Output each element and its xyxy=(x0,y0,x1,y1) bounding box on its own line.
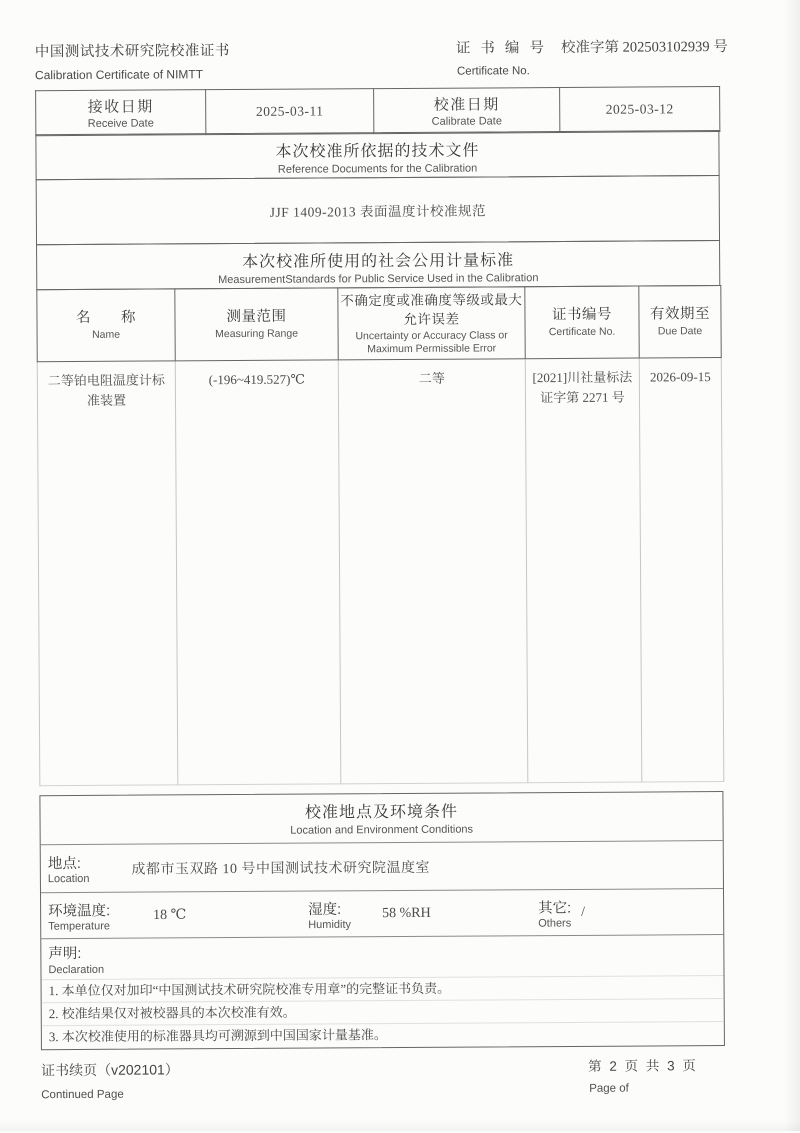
calibrate-date-label-en: Calibrate Date xyxy=(431,115,502,128)
col-duedate-en: Due Date xyxy=(657,325,703,338)
temperature-label-cn: 环境温度: xyxy=(48,902,111,920)
receive-date-label-en: Receive Date xyxy=(87,117,154,130)
certificate-number-label-en: Certificate No. xyxy=(456,65,530,78)
calibrate-date-label-cn: 校准日期 xyxy=(433,96,500,114)
calibrate-date-value: 2025-03-12 xyxy=(560,87,720,133)
environment-heading-en: Location and Environment Conditions xyxy=(290,823,474,837)
receive-date-label-cn: 接收日期 xyxy=(87,98,154,116)
environment-heading-row xyxy=(40,792,722,844)
col-duedate-cn: 有效期至 xyxy=(649,306,711,323)
standards-header-row xyxy=(37,286,721,362)
temperature-label-en: Temperature xyxy=(48,919,111,933)
declaration-item-2: 2. 校准结果仅对被校器具的本次校准有效。 xyxy=(42,998,724,1025)
scan-edge-shadow-bottom xyxy=(0,1121,800,1131)
receive-date-label-cell xyxy=(36,90,206,136)
others-label-cn: 其它: xyxy=(538,899,572,917)
col-name-cn: 名 称 xyxy=(75,309,137,326)
standards-heading-en: MeasurementStandards for Public Service Used in the Calibration xyxy=(218,272,539,287)
location-value: 成都市玉双路 10 号中国测试技术研究院温度室 xyxy=(131,860,430,878)
standard-range-cell: (-196~419.527)℃ xyxy=(175,360,341,785)
location-label-cn: 地点: xyxy=(47,855,81,873)
location-label-en: Location xyxy=(47,872,90,886)
environment-heading-cn: 校准地点及环境条件 xyxy=(304,803,459,822)
scan-edge-shadow-right xyxy=(784,0,800,1131)
reference-heading-box xyxy=(35,130,719,180)
col-uncertainty-header xyxy=(338,287,525,360)
declaration-heading-en: Declaration xyxy=(48,963,105,977)
reference-document-box xyxy=(36,175,720,245)
col-name-en: Name xyxy=(92,328,121,341)
declaration-heading-cn: 声明: xyxy=(48,945,82,963)
receive-date-value: 2025-03-11 xyxy=(206,89,374,135)
conditions-row xyxy=(41,888,723,938)
certificate-number xyxy=(456,35,728,58)
footer-continued-page-en: Continued Page xyxy=(41,1088,124,1102)
footer-page-number-cn: 第 2 页 共 3 页 xyxy=(588,1058,698,1074)
col-certno-en: Certificate No. xyxy=(548,325,616,339)
footer-page-number-en: Page of xyxy=(589,1082,629,1095)
declaration-item-1: 1. 本单位仅对加印“中国测试技术研究院校准专用章”的完整证书负责。 xyxy=(42,975,724,1002)
temperature-label xyxy=(41,899,110,932)
humidity-label xyxy=(301,897,351,930)
col-range-header xyxy=(175,288,338,361)
reference-heading-cn: 本次校准所依据的技术文件 xyxy=(275,142,480,161)
footer-continued-page-cn: 证书续页（v202101） xyxy=(41,1061,179,1079)
others-label-en: Others xyxy=(538,916,572,930)
declaration-section xyxy=(41,934,724,1051)
reference-heading-en: Reference Documents for the Calibration xyxy=(277,162,478,176)
standard-uncertainty-cell: 二等 xyxy=(338,359,528,784)
reference-document-text: JJF 1409-2013 表面温度计校准规范 xyxy=(269,203,487,220)
location-row xyxy=(41,840,723,892)
col-uncertainty-en: Uncertainty or Accuracy Class or Maximum Permissible Error xyxy=(355,329,508,356)
standard-certno-cell: [2021]川社量标法证字第 2271 号 xyxy=(525,358,642,783)
certificate-number-label: 证 书 编 号 xyxy=(455,40,547,57)
others-value: / xyxy=(581,904,586,920)
col-range-cn: 测量范围 xyxy=(226,308,287,326)
standards-heading-box xyxy=(36,240,720,290)
humidity-label-en: Humidity xyxy=(308,918,352,931)
standards-data-row xyxy=(37,358,724,786)
location-label xyxy=(41,852,90,885)
col-range-en: Measuring Range xyxy=(215,327,299,341)
standards-table xyxy=(36,285,724,786)
calibrate-date-label-cell xyxy=(374,88,560,134)
humidity-label-cn: 湿度: xyxy=(308,901,342,918)
document-title-cn: 中国测试技术研究院校准证书 xyxy=(34,43,230,61)
humidity-value: 58 %RH xyxy=(382,905,431,921)
others-label xyxy=(531,896,571,929)
col-certno-header xyxy=(525,286,639,359)
standard-name-cell: 二等铂电阻温度计标准装置 xyxy=(37,361,178,786)
col-name-header xyxy=(37,289,175,362)
certificate-number-value: 校准字第 202503102939 号 xyxy=(560,38,728,57)
document-title-en: Calibration Certificate of NIMTT xyxy=(34,67,204,83)
col-certno-cn: 证书编号 xyxy=(551,306,613,324)
temperature-value: 18 ℃ xyxy=(153,907,187,923)
col-duedate-header xyxy=(639,286,721,358)
col-uncertainty-cn: 不确定度或准确度等级或最大允许误差 xyxy=(340,292,523,327)
declaration-item-3: 3. 本次校准使用的标准器具均可溯源到中国国家计量基准。 xyxy=(42,1021,724,1048)
standard-duedate-cell: 2026-09-15 xyxy=(639,358,724,782)
dates-table xyxy=(35,86,720,136)
environment-box xyxy=(39,791,725,1050)
standards-heading-cn: 本次校准所使用的社会公用计量标准 xyxy=(242,252,515,271)
